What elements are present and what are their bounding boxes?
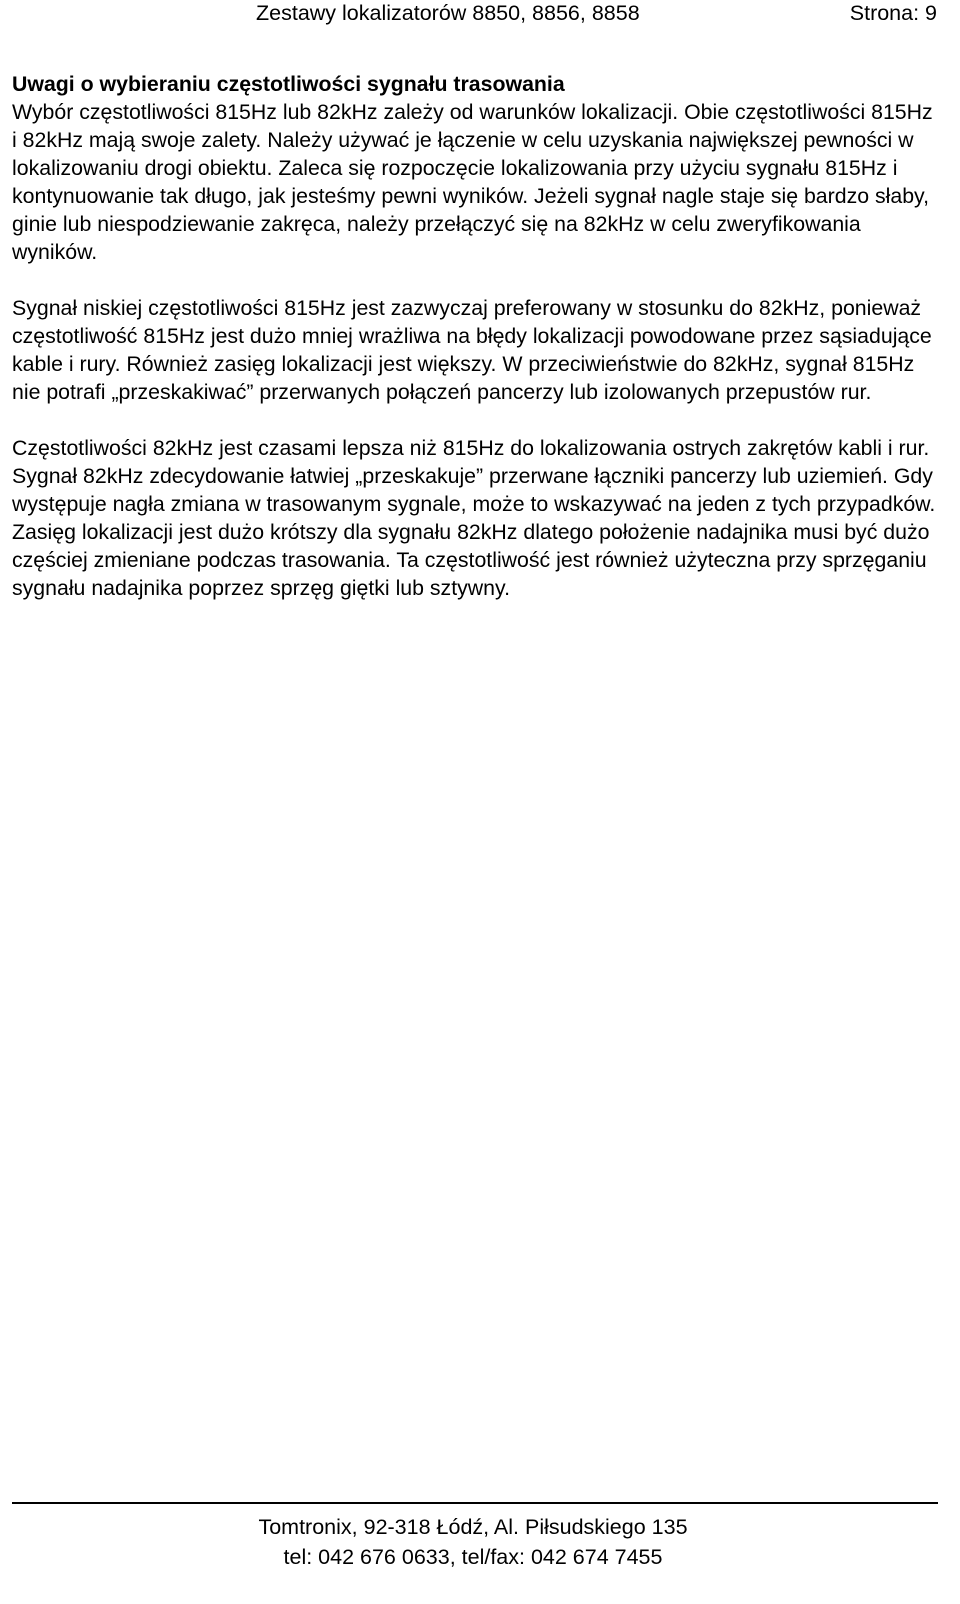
page-header: [12, 0, 937, 28]
footer-address: Tomtronix, 92-318 Łódź, Al. Piłsudskiego 135: [258, 1515, 688, 1539]
document-title: Zestawy lokalizatorów 8850, 8856, 8858: [256, 1, 640, 25]
main-content: [12, 70, 938, 630]
section-heading: Uwagi o wybieraniu częstotliwości sygnału trasowania: [12, 72, 565, 96]
paragraph-3: Częstotliwości 82kHz jest czasami lepsza niż 815Hz do lokalizowania ostrych zakrętów kabli i rur. Sygnał 82kHz zdecydowanie łatwiej „przeskakuje” przerwane łączniki pancerzy lub uziemień. Gdy występuje nagła zmiana w trasowanym sygnale, może to wskazywać na jeden z tych przypadków. Zasięg lokalizacji jest dużo krótszy dla sygnału 82kHz dlatego położenie nadajnika musi być dużo częściej zmieniane podczas trasowania. Ta częstotliwość jest również użyteczna przy sprzęganiu sygnału nadajnika poprzez sprzęg giętki lub sztywny.: [12, 436, 936, 600]
footer-contact: tel: 042 676 0633, tel/fax: 042 674 7455: [283, 1545, 663, 1569]
page-number: Strona: 9: [849, 1, 937, 25]
page-footer: [0, 1512, 946, 1572]
footer-divider: [12, 1502, 938, 1504]
paragraph-2: Sygnał niskiej częstotliwości 815Hz jest zazwyczaj preferowany w stosunku do 82kHz, ponieważ częstotliwość 815Hz jest dużo mniej wrażliwa na błędy lokalizacji powodowane przez sąsiadujące kable i rury. Również zasięg lokalizacji jest większy. W przeciwieństwie do 82kHz, sygnał 815Hz nie potrafi „przeskakiwać” przerwanych połączeń pancerzy lub izolowanych przepustów rur.: [12, 296, 932, 404]
paragraph-1: Wybór częstotliwości 815Hz lub 82kHz zależy od warunków lokalizacji. Obie częstotliwości 815Hz i 82kHz mają swoje zalety. Należy używać je łączenie w celu uzyskania największej pewności w lokalizowaniu drogi obiektu. Zaleca się rozpoczęcie lokalizowania przy użyciu sygnału 815Hz i kontynuowanie tak długo, jak jesteśmy pewni wyników. Jeżeli sygnał nagle staje się bardzo słaby, ginie lub niespodziewanie zakręca, należy przełączyć się na 82kHz w celu zweryfikowania wyników.: [12, 100, 933, 264]
